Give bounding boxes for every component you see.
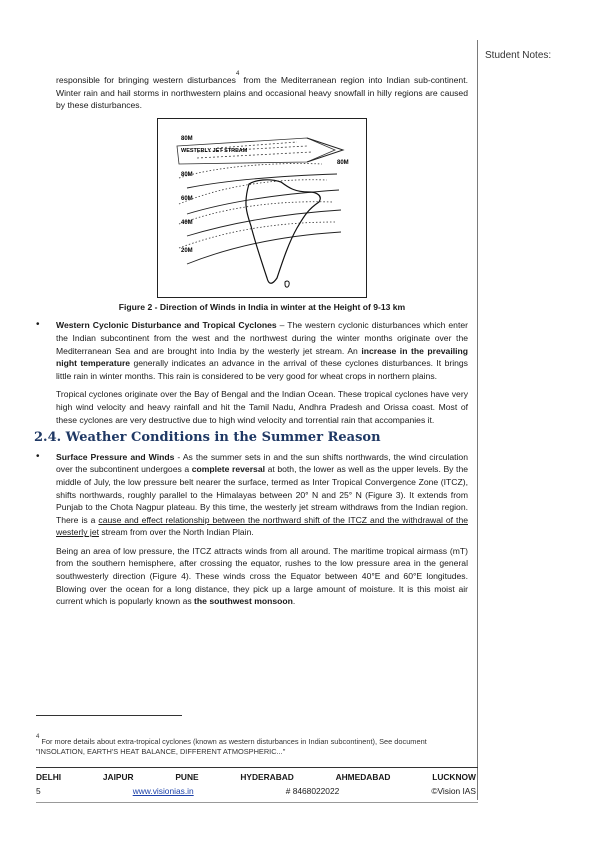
footnote-number: 4: [36, 734, 40, 740]
itcz-bold: the southwest monsoon: [194, 596, 293, 607]
bullet1-heading: Western Cyclonic Disturbance and Tropical Cyclones: [56, 320, 277, 331]
bullet2-heading: Surface Pressure and Winds: [56, 451, 175, 462]
footer-city: JAIPUR: [102, 772, 134, 782]
bullet2-text-a: - As the summer sets in and the sun shifts northwards, the wind circulation over the subcontinent undergoes a: [56, 451, 468, 475]
footer-city: HYDERABAD: [240, 772, 294, 782]
bullet2-paragraph: [56, 451, 468, 539]
footer-bottom-divider: [36, 802, 478, 803]
bullet2-text-b: at both, the lower as well as the upper levels. By the middle of July, the low pressure belt nearer the surface, termed as Inter Tropical Convergence Zone (ITCZ), shifts northwards, roughly parallel to the Himalayas between 20° N and 25° N (Figure 3). It extends from Punjab to the Chota Nagpur plateau. By this time, the westerly jet stream withdraws from the Indian region. There is a: [56, 464, 469, 525]
bullet1-paragraph: [56, 319, 468, 382]
footnote: [36, 734, 476, 757]
itcz-paragraph: [56, 545, 468, 608]
winter-winds-map: [157, 118, 367, 298]
intro-text-a: responsible for bringing western disturbances: [56, 75, 236, 85]
footer-city: LUCKNOW: [432, 772, 476, 782]
label-jet-stream: WESTERLY JET STREAM: [181, 147, 248, 154]
website-link[interactable]: www.visionias.in: [132, 786, 194, 796]
label-80m-right: 80M: [337, 159, 349, 166]
label-80m: 80M: [181, 171, 193, 178]
itcz-end: .: [292, 596, 296, 607]
bullet-western-cyclonic: [36, 319, 468, 426]
tropical-cyclones-paragraph: Tropical cyclones originate over the Bay of Bengal and the Indian Ocean. These tropical cyclones have very high wind velocity and heavy rainfall and hit the Tamil Nadu, Andhra Pradesh and Orissa coast. Most of these cyclones are very destructive due to high wind velocity and torrential rain that accompanies it.: [56, 389, 468, 425]
footer-city: AHMEDABAD: [335, 772, 391, 782]
label-40m: 40M: [181, 219, 193, 226]
footer-cities: [36, 772, 476, 782]
section-heading: 2.4. Weather Conditions in the Summer Reason: [34, 430, 381, 446]
footer-city: DELHI: [36, 772, 62, 782]
figure-2: [157, 118, 367, 298]
bullet1-bold: increase in the prevailing night temperature: [56, 345, 468, 369]
figure-caption: Figure 2 - Direction of Winds in India in winter at the Height of 9-13 km: [118, 301, 406, 312]
footer-info: [36, 786, 476, 796]
bullet1-text-b: generally indicates an advance in the arrival of these cyclones disturbances. It brings little rain in winter months. This rain is considered to be very good for wheat crops in northern plains.: [56, 358, 468, 381]
page-number: 5: [36, 786, 41, 796]
footnote-ref[interactable]: 4: [235, 71, 240, 77]
bullet-icon: •: [36, 450, 40, 462]
footer-city: PUNE: [175, 772, 199, 782]
student-notes-label: Student Notes:: [485, 50, 552, 61]
bullet2-text-c: stream from over the North Indian Plain.: [98, 527, 254, 538]
footnote-divider: [36, 715, 182, 716]
intro-paragraph: [56, 71, 468, 112]
label-80m-top: 80M: [181, 135, 193, 142]
footer-divider: [36, 767, 478, 768]
bullet2-bold: complete reversal: [191, 464, 266, 475]
itcz-text: Being an area of low pressure, the ITCZ attracts winds from all around. The maritime tropical airmass (mT) from the southern hemisphere, after crossing the equator, rushes to the low pressure area in the general southwesterly direction (Figure 4). These winds cross the Equator between 40°E and 60°E longitudes. Blowing over the ocean for a long distance, they pick up a large amount of moisture. It is this moist air current which is popularly known as: [56, 545, 468, 607]
label-20m: 20M: [181, 247, 193, 254]
label-60m: 60M: [181, 195, 193, 202]
footnote-text: For more details about extra-tropical cyclones (known as western disturbances in Indian subcontinent), See document "INSOLATION, EARTH'S HEAT BALANCE, DIFFERENT ATMOSPHERIC...": [36, 737, 427, 756]
page-content: [34, 71, 469, 614]
bullet-surface-pressure: [36, 450, 469, 608]
notes-column-divider: [477, 40, 478, 800]
bullet-icon: •: [36, 319, 40, 331]
bullet2-underlined: cause and effect relationship between the northward shift of the ITCZ and the withdrawal of the westerly jet: [56, 514, 468, 538]
bullet1-text-a: – The western cyclonic disturbances which enter the Indian subcontinent from the west and the northwest during the winter months originate over the Mediterranean Sea and are brought into India by the westerly jet stream. An: [56, 320, 468, 356]
intro-text-b: from the Mediterranean region into Indian sub-continent. Winter rain and hail storms in northwestern plains and occasional heavy snowfall in hilly regions are caused by these disturbances.: [56, 75, 468, 111]
phone-number: # 8468022022: [285, 786, 340, 796]
copyright: ©Vision IAS: [431, 786, 476, 796]
